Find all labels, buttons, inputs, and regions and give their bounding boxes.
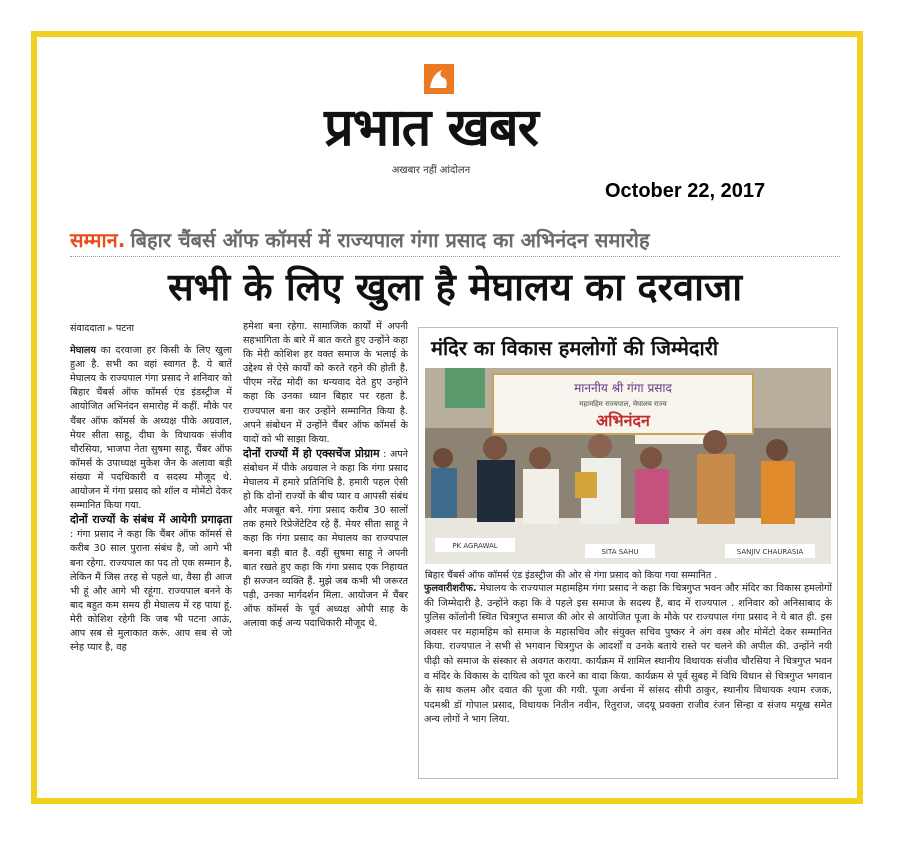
nameplate-left: PK AGRAWAL [452,542,498,550]
story-column-1 [70,322,232,655]
story-column-2 [243,320,408,631]
kicker-label: सम्मान. [70,228,126,252]
headline: सभी के लिए खुला है मेघालय का दरवाजा [167,265,743,309]
arrow-icon: ▸ [108,323,113,334]
story-paragraph-4 [243,447,408,631]
banner-line-2: महामहिम राज्यपाल, मेघालय राज्य [579,400,667,408]
clipping-date: October 22, 2017 [605,180,766,202]
sidebar-heading: मंदिर का विकास हमलोगों की जिम्मेदारी [431,336,719,360]
place: पटना [115,323,134,334]
story-lead-word: मेघालय [70,345,96,357]
story-paragraph-3: हमेशा बना रहेगा. सामाजिक कार्यों में अपनी सहभागिता के बारे में बात करते हुए उन्होंने कहा कि मेरी कोशिश हर वक्त समाज के भलाई के उद्देश्य से ऐसे कार्यों को करते रहने की होती है. पीएम नरेंद्र मोदी का धन्यवाद देते हुए उन्होंने कहा कि उनका ध्यान बिहार पर रहता है. राज्यपाल बना कर उन्होंने सम्मानित किया है. अपने संबोधन में उन्होंने चैंबर ऑफ कॉमर्स के यादों को भी साझा किया. [243,321,408,445]
subheading-1: दोनों राज्यों के संबंध में आयेगी प्रगाढ़ता [70,513,232,527]
banner-line-3: अभिनंदन [596,411,650,430]
newspaper-logo [316,62,546,182]
story-paragraph-1 [70,344,232,513]
story-paragraph-4-text: : अपने संबोधन में पीके अग्रवाल ने कहा कि गंगा प्रसाद मेघालय में हमारे प्रतिनिधि है. हमारी पहल ऐसी हो कि दोनों राज्यों के बीच प्यार व आपसी संबंध और मजबूत बने. गंगा प्रसाद करीब 30 सालों तक हमारे रिप्रेजेंटेटिव रहे हैं. मेयर सीता साहू ने कहा कि गंगा प्रसाद का मेघालय का राज्यपाल बनना बड़ी बात है. वहीं सुषमा साहू ने अपनी बात रखते हुए कहा कि गंगा प्रसाद एक निहायत ही सज्जन व्यक्ति हैं. मुझे जब कभी भी जरूरत पड़ी, उनका मार्गदर्शन मिला. आयोजन में चैंबर ऑफ कॉमर्स के पूर्व अध्यक्ष ओपी साह के अलावा कई अन्य पदाधिकारी मौजूद थे. [243,448,408,629]
nameplate-mid: SITA SAHU [601,548,639,556]
kicker-line [70,226,840,257]
sidebar-story-text [424,582,832,728]
sidebar-lead: फुलवारीशरीफ. [424,583,477,594]
photo-caption: बिहार चैंबर्स ऑफ कॉमर्स एंड इंडस्ट्रीज की ओर से गंगा प्रसाद को किया गया सम्मानित . [425,570,718,581]
newspaper-name: प्रभात खबर [324,97,538,158]
banner-line-1: माननीय श्री गंगा प्रसाद [574,381,672,395]
flame-logo-icon [422,62,456,96]
nameplate-right: SANJIV CHAURASIA [736,548,804,556]
reporter: संवाददाता [70,323,105,334]
story-paragraph-2-text: : गंगा प्रसाद ने कहा कि चैंबर ऑफ कॉमर्स से करीब 30 साल पुराना संबंध है, जो आगे भी बना रहेगा. राज्यपाल का पद तो एक सम्मान है, लेकिन मैं जिस तरह से पहले था, वैसा ही आज भी हूं और आगे भी रहूंगा. राज्यपाल बनने के बाद बहुत कम समय ही मेघालय में रह पाया हूं. मेरी कोशिश रहेगी कि जब भी पटना आऊं, आप सब से मुलाकात करूं. आप सब से जो स्नेह प्यार है, वह [70,529,232,654]
newspaper-tagline: अखबार नहीं आंदोलन [391,165,471,176]
dateline [70,322,232,336]
sidebar-body: मेघालय के राज्यपाल महामहिम गंगा प्रसाद ने कहा कि चित्रगुप्त भवन और मंदिर का विकास हमलोगों की जिम्मेदारी है. उन्होंने कहा कि वे पहले इस समाज के सदस्य हैं, बाद में राज्यपाल . शनिवार को अनिसाबाद के पुलिस कॉलोनी स्थित चित्रगुप्त समाज की ओर से आयोजित पूजा के मौके पर राज्यपाल गंगा प्रसाद ने ये बात ही. इस अवसर पर महामहिम को समाज के महासचिव और संयुक्त सचिव पुष्कर ने अंग वस्त्र और मोमेंटो देकर सम्मानित किया. राज्यपाल ने सभी से भगवान चित्रगुप्त के आदर्शों व उनके बताये रास्ते पर चलने की अपील की. उन्होंने नयी पीढ़ी को समाज के संस्कार से अवगत कराया. कार्यक्रम में शामिल स्थानीय विधायक संजीव चौरसिया ने चित्रगुप्त भवन व मंदिर के विकास के दायित्व को पूरा करने का वादा किया. कार्यक्रम से पूर्व सुबह में विधि विधान से चित्रगुप्त भगवान के साथ कलम और दवात की पूजा की गयी. पूजा अर्चना में सांसद सीपी ठाकुर, स्थानीय विधायक श्याम रजक, पदमश्री डॉ गोपाल प्रसाद, विधायक नितीन नवीन, रितुराज, जदयू प्रवक्ता राजीव रंजन सिन्हा व संजय मयूख समेत अन्य लोगों ने भाग लिया. [424,583,832,726]
story-paragraph-2 [70,513,232,655]
subheading-2: दोनों राज्यों में हो एक्सचेंज प्रोग्राम [243,446,380,460]
kicker-text: बिहार चैंबर्स ऑफ कॉमर्स में राज्यपाल गंगा प्रसाद का अभिनंदन समारोह [130,228,650,252]
story-paragraph-1-text: का दरवाजा हर किसी के लिए खुला हुआ है. सभी का वहां स्वागत है. ये बातें मेघालय के राज्यपाल गंगा प्रसाद ने शनिवार को बिहार चैंबर्स ऑफ कॉमर्स एंड इंडस्ट्रीज में आयोजित अभिनंदन समारोह में कहीं. मौके पर चैंबर ऑफ कॉमर्स के अध्यक्ष पीके अग्रवाल, मेयर सीता साहू, दीघा के विधायक संजीव चौरसिया, भाजपा नेता सुषमा साहू, चैंबर ऑफ कॉमर्स के उपाध्यक्ष मुकेश जैन के अलावा बड़ी संख्या में पदधिकारी व सदस्य मौजूद थे. आयोजन में गंगा प्रसाद को शॉल व मोमेंटो देकर सम्मानित किया गया. [70,345,232,512]
event-photo [425,368,831,564]
